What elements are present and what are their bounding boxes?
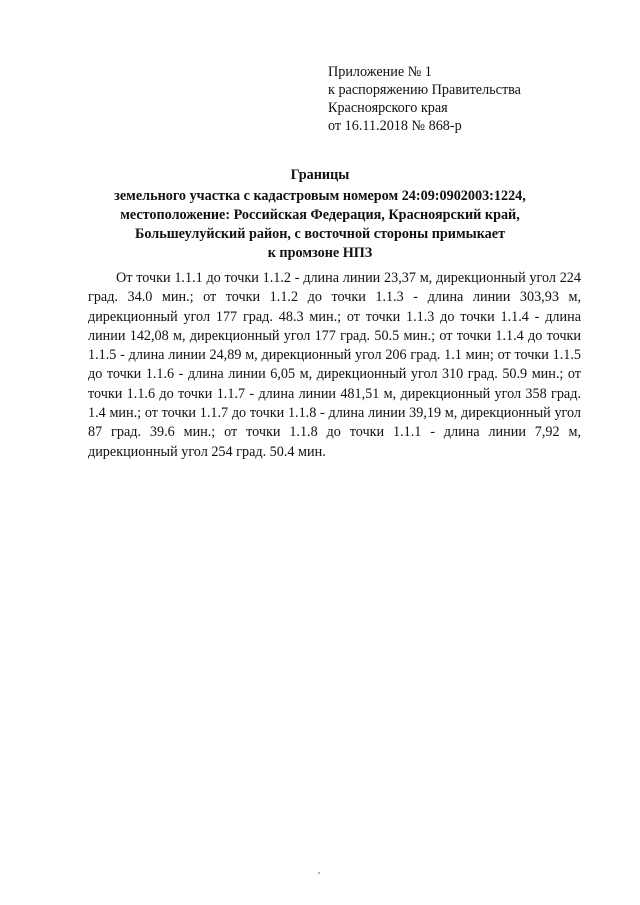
- title-location-line: местоположение: Российская Федерация, Красноярский край,: [120, 207, 520, 223]
- appendix-region: Красноярского края: [328, 100, 448, 116]
- title-cadastral-line: земельного участка с кадастровым номером 24:09:0902003:1224,: [114, 188, 526, 204]
- scan-dot: [318, 872, 320, 874]
- title-district-line: Большеулуйский район, с восточной стороны примыкает: [134, 226, 506, 242]
- boundary-description: От точки 1.1.1 до точки 1.1.2 - длина линии 23,37 м, дирекционный угол 224 град. 34.0 мин.; от точки 1.1.2 до точки 1.1.3 - длина линии 303,93 м, дирекционный угол 177 град. 48.3 мин.; от точки 1.1.3 до точки 1.1.4 - длина линии 142,08 м, дирекционный угол 177 град. 50.5 мин.; от точки 1.1.4 до точки 1.1.5 - длина линии 24,89 м, дирекционный угол 206 град. 1.1 мин; от точки 1.1.5 до точки 1.1.6 - длина линии 6,05 м, дирекционный угол 310 град. 50.9 мин.; от точки 1.1.6 до точки 1.1.7 - длина линии 481,51 м, дирекционный угол 358 град. 1.4 мин.; от точки 1.1.7 до точки 1.1.8 - длина линии 39,19 м, дирекционный угол 87 град. 39.6 мин.; от точки 1.1.8 до точки 1.1.1 - длина линии 7,92 м, дирекционный угол 254 град. 50.4 мин.: [88, 270, 581, 460]
- title-zone-line: к промзоне НПЗ: [267, 245, 373, 261]
- appendix-number: Приложение № 1: [328, 64, 432, 80]
- appendix-order-date: от 16.11.2018 № 868-р: [328, 118, 462, 134]
- appendix-header: [328, 63, 608, 135]
- document-title: [60, 166, 580, 263]
- appendix-order-reference: к распоряжению Правительства: [328, 82, 521, 98]
- title-heading: Границы: [290, 167, 350, 183]
